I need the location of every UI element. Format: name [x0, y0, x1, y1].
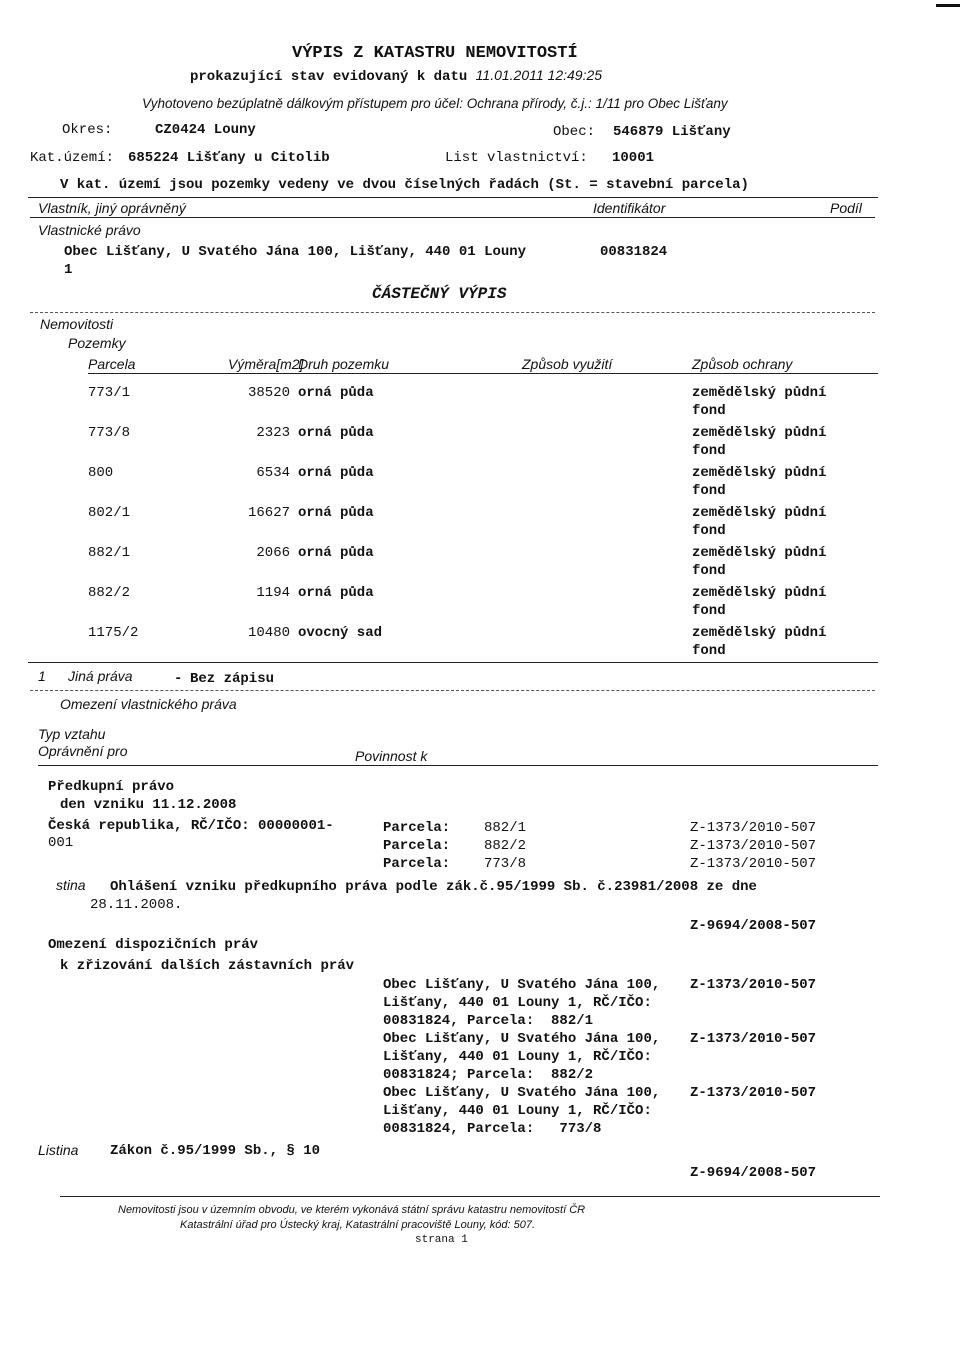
parcel-protection: zemědělský půdní — [692, 585, 827, 601]
obec-label: Obec: — [553, 124, 596, 140]
parcel-protection-cont: fond — [692, 443, 726, 459]
footer-line-2: Katastrální úřad pro Ústecký kraj, Katastrální pracoviště Louny, kód: 507. — [180, 1219, 536, 1231]
section-nemovitosti: Nemovitosti — [40, 316, 114, 332]
col-for: Oprávnění pro — [38, 743, 128, 759]
disposal-entry-line-3: 00831824, Parcela: 882/1 — [383, 1013, 594, 1029]
kat-note: V kat. území jsou pozemky vedeny ve dvou číselných řadách (St. = stavební parcela) — [60, 177, 749, 193]
disposal-title: Omezení dispozičních práv — [48, 937, 259, 953]
scan-mark — [936, 4, 960, 7]
disposal-entry-line-2: Lišťany, 440 01 Louny 1, RČ/IČO: — [383, 1103, 652, 1119]
parcel-land-type: orná půda — [298, 425, 374, 441]
parcel-number: 802/1 — [88, 505, 131, 521]
parcel-protection: zemědělský půdní — [692, 545, 827, 561]
parcel-land-type: orná půda — [298, 545, 374, 561]
okres-value: CZ0424 Louny — [155, 122, 256, 138]
disposal-listina-label: Listina — [38, 1142, 79, 1158]
parcel-number: 800 — [88, 465, 114, 481]
parcel-protection-cont: fond — [692, 603, 726, 619]
obec-value: 546879 Lišťany — [613, 124, 731, 140]
disposal-listina-text: Zákon č.95/1999 Sb., § 10 — [110, 1143, 321, 1159]
parcel-number: 882/2 — [88, 585, 131, 601]
pre-right-parcel-label: Parcela: — [383, 820, 451, 836]
disposal-entry-ref: Z-1373/2010-507 — [690, 1085, 817, 1101]
restrictions-label: Omezení vlastnického práva — [60, 696, 237, 712]
pre-right-parcel-ref: Z-1373/2010-507 — [690, 856, 817, 872]
parcel-area: 6534 — [256, 465, 290, 481]
divider — [28, 197, 878, 198]
pre-right-parcel-value: 773/8 — [484, 856, 527, 872]
pre-right-parcel-label: Parcela: — [383, 856, 451, 872]
col-druh: Druh pozemku — [298, 356, 390, 372]
other-rights-dash: - — [174, 671, 183, 687]
okres-label: Okres: — [62, 122, 113, 138]
disposal-entry-line-1: Obec Lišťany, U Svatého Jána 100, — [383, 977, 661, 993]
parcel-area: 16627 — [247, 505, 290, 521]
parcel-area: 2066 — [256, 545, 290, 561]
parcel-area: 2323 — [256, 425, 290, 441]
divider — [60, 1196, 880, 1197]
disposal-entry-line-3: 00831824, Parcela: 773/8 — [383, 1121, 602, 1137]
kat-uzemi-label: Kat.území: — [30, 150, 115, 166]
pre-right-since: den vzniku 11.12.2008 — [60, 797, 237, 813]
divider — [38, 765, 878, 766]
parcel-protection-cont: fond — [692, 643, 726, 659]
disposal-entry-line-2: Lišťany, 440 01 Louny 1, RČ/IČO: — [383, 1049, 652, 1065]
parcel-protection-cont: fond — [692, 563, 726, 579]
col-vyuziti: Způsob využití — [522, 356, 613, 372]
owner-name: Obec Lišťany, U Svatého Jána 100, Lišťany, 440 01 Louny — [64, 244, 527, 260]
other-rights-label: Jiná práva — [68, 668, 133, 684]
parcel-protection: zemědělský půdní — [692, 625, 827, 641]
section-pozemky: Pozemky — [68, 335, 126, 351]
disposal-entry-line-1: Obec Lišťany, U Svatého Jána 100, — [383, 1085, 661, 1101]
document-subtitle — [190, 67, 602, 85]
disposal-entry-ref: Z-1373/2010-507 — [690, 1031, 817, 1047]
divider — [30, 312, 875, 313]
other-rights-value: Bez zápisu — [190, 671, 275, 687]
pre-right-listina-date: 28.11.2008. — [90, 897, 183, 913]
disposal-entry-line-1: Obec Lišťany, U Svatého Jána 100, — [383, 1031, 661, 1047]
col-duty: Povinnost k — [355, 748, 428, 764]
pre-right-parcel-ref: Z-1373/2010-507 — [690, 838, 817, 854]
parcel-number: 1175/2 — [88, 625, 139, 641]
parcel-land-type: orná půda — [298, 385, 374, 401]
parcel-land-type: ovocný sad — [298, 625, 383, 641]
partial-title: ČÁSTEČNÝ VÝPIS — [372, 285, 507, 303]
divider — [88, 373, 878, 374]
footer-line-1: Nemovitosti jsou v územním obvodu, ve kterém vykonává státní správu katastru nemovitostí ČR — [118, 1204, 586, 1216]
divider — [30, 690, 875, 691]
list-vlastnictvi-label: List vlastnictví: — [445, 150, 588, 166]
col-owner: Vlastník, jiný oprávněný — [38, 200, 186, 216]
col-parcela: Parcela — [88, 356, 136, 372]
parcel-number: 773/8 — [88, 425, 131, 441]
pre-right-listina-text: Ohlášení vzniku předkupního práva podle zák.č.95/1999 Sb. č.23981/2008 ze dne — [110, 879, 757, 895]
disposal-entry-ref: Z-1373/2010-507 — [690, 977, 817, 993]
divider — [28, 662, 878, 663]
pre-right-parcel-label: Parcela: — [383, 838, 451, 854]
parcel-protection: zemědělský půdní — [692, 385, 827, 401]
disposal-subtitle: k zřizování dalších zástavních práv — [60, 958, 355, 974]
pre-right-title: Předkupní právo — [48, 779, 175, 795]
footer-page: strana 1 — [415, 1234, 468, 1246]
col-type: Typ vztahu — [38, 726, 106, 742]
col-ochrana: Způsob ochrany — [692, 356, 793, 372]
parcel-area: 38520 — [247, 385, 290, 401]
disposal-entry-line-3: 00831824; Parcela: 882/2 — [383, 1067, 594, 1083]
parcel-land-type: orná půda — [298, 585, 374, 601]
parcel-protection: zemědělský půdní — [692, 505, 827, 521]
right-label: Vlastnické právo — [38, 222, 141, 238]
pre-right-listina-label: stina — [56, 877, 86, 893]
col-vymera: Výměra[m2] — [228, 356, 304, 372]
pre-right-parcel-value: 882/1 — [484, 820, 527, 836]
parcel-land-type: orná půda — [298, 505, 374, 521]
owner-num: 1 — [64, 262, 73, 278]
parcel-area: 10480 — [247, 625, 290, 641]
disposal-entry-line-2: Lišťany, 440 01 Louny 1, RČ/IČO: — [383, 995, 652, 1011]
parcel-protection-cont: fond — [692, 483, 726, 499]
parcel-number: 882/1 — [88, 545, 131, 561]
kat-uzemi-value: 685224 Lišťany u Citolib — [128, 150, 330, 166]
parcel-protection: zemědělský půdní — [692, 465, 827, 481]
parcel-land-type: orná půda — [298, 465, 374, 481]
other-rights-marker: 1 — [38, 668, 46, 684]
pre-right-holder-2: 001 — [48, 835, 74, 851]
parcel-area: 1194 — [256, 585, 290, 601]
pre-right-parcel-ref: Z-1373/2010-507 — [690, 820, 817, 836]
parcel-protection-cont: fond — [692, 523, 726, 539]
document-title: VÝPIS Z KATASTRU NEMOVITOSTÍ — [292, 44, 578, 63]
parcel-protection-cont: fond — [692, 403, 726, 419]
owner-id: 00831824 — [600, 244, 668, 260]
pre-right-holder-1: Česká republika, RČ/IČO: 00000001- — [48, 818, 334, 834]
disposal-listina-ref: Z-9694/2008-507 — [690, 1165, 817, 1181]
pre-right-parcel-value: 882/2 — [484, 838, 527, 854]
parcel-protection: zemědělský půdní — [692, 425, 827, 441]
divider — [30, 217, 875, 218]
col-share: Podíl — [830, 200, 862, 216]
parcel-number: 773/1 — [88, 385, 131, 401]
pre-right-listina-ref: Z-9694/2008-507 — [690, 918, 817, 934]
generated-note: Vyhotoveno bezúplatně dálkovým přístupem pro účel: Ochrana přírody, č.j.: 1/11 pro Obec Lišťany — [142, 96, 728, 111]
list-vlastnictvi-value: 10001 — [612, 150, 655, 166]
subtitle-prefix: prokazující stav evidovaný k datu — [190, 69, 468, 85]
col-identifier: Identifikátor — [593, 200, 666, 216]
subtitle-datetime: 11.01.2011 12:49:25 — [475, 67, 603, 83]
